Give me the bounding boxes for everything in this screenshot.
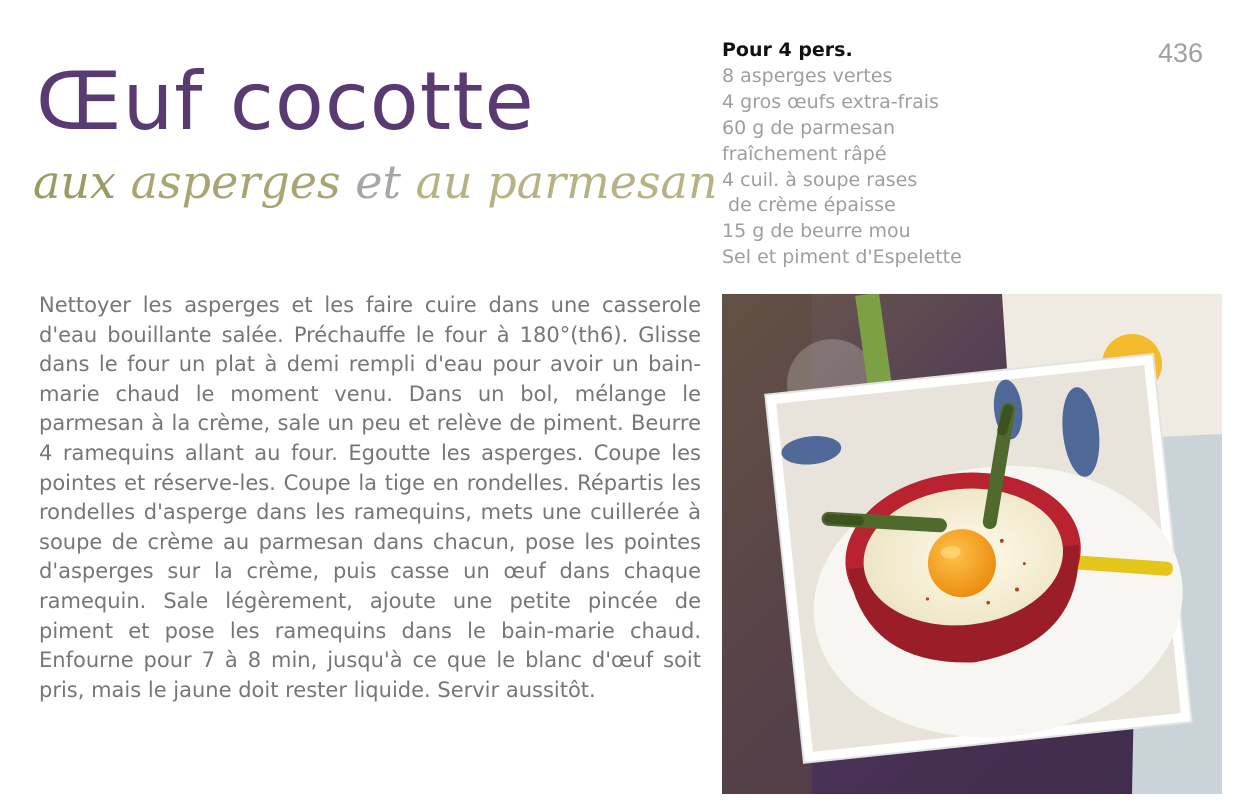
subtitle-word-asperges: asperges — [130, 155, 341, 209]
ingredient-line: 4 gros œufs extra-frais — [722, 90, 939, 113]
ingredient-line: 60 g de parmesan — [722, 116, 896, 139]
egg-cocotte-photo — [722, 294, 1222, 794]
recipe-instructions: Nettoyer les asperges et les faire cuire dans une casserole d'eau bouillante salée. Préchauffe le four à 180°(th6). Glisse dans le four un plat à demi rempli d'eau pour avoir un bain-marie chaud le moment venu. Dans un bol, mélange le parmesan à la crème, sale un peu et relève de piment. Beurre 4 ramequins allant au four. Egoutte les asperges. Coupe les pointes et réserve-les. Coupe la tige en rondelles. Répartis les rondelles d'asperge dans les ramequins, mets une cuillerée à soupe de crème au parmesan dans chacun, pose les pointes d'asperges sur la crème, puis casse un œuf dans chaque ramequin. Sale légèrement, ajoute une petite pincée de piment et pose les ramequins dans le bain-marie chaud. Enfourne pour 7 à 8 min, jusqu'à ce que le blanc d'œuf soit pris, mais le jaune doit rester liquide. Servir aussitôt. — [39, 293, 701, 702]
recipe-title: Œuf cocotte — [36, 55, 535, 148]
ingredient-line: 4 cuil. à soupe rases — [722, 168, 918, 191]
ingredient-line: 15 g de beurre mou — [722, 220, 911, 243]
ingredients-list — [722, 38, 1022, 271]
ingredient-line: Sel et piment d'Espelette — [722, 246, 962, 269]
recipe-photo — [722, 294, 1222, 794]
photo-frame — [765, 354, 1197, 763]
servings-label: Pour 4 pers. — [722, 39, 853, 61]
subtitle-word-au-parmesan: au parmesan — [415, 155, 718, 209]
subtitle-word-aux: aux — [33, 155, 116, 209]
page-number: 436 — [1158, 38, 1204, 68]
ingredient-line: fraîchement râpé — [722, 142, 887, 165]
ingredient-line: 8 asperges vertes — [722, 64, 893, 87]
recipe-subtitle — [33, 157, 718, 208]
subtitle-word-et: et — [355, 155, 401, 209]
ingredient-line: de crème épaisse — [722, 194, 896, 217]
